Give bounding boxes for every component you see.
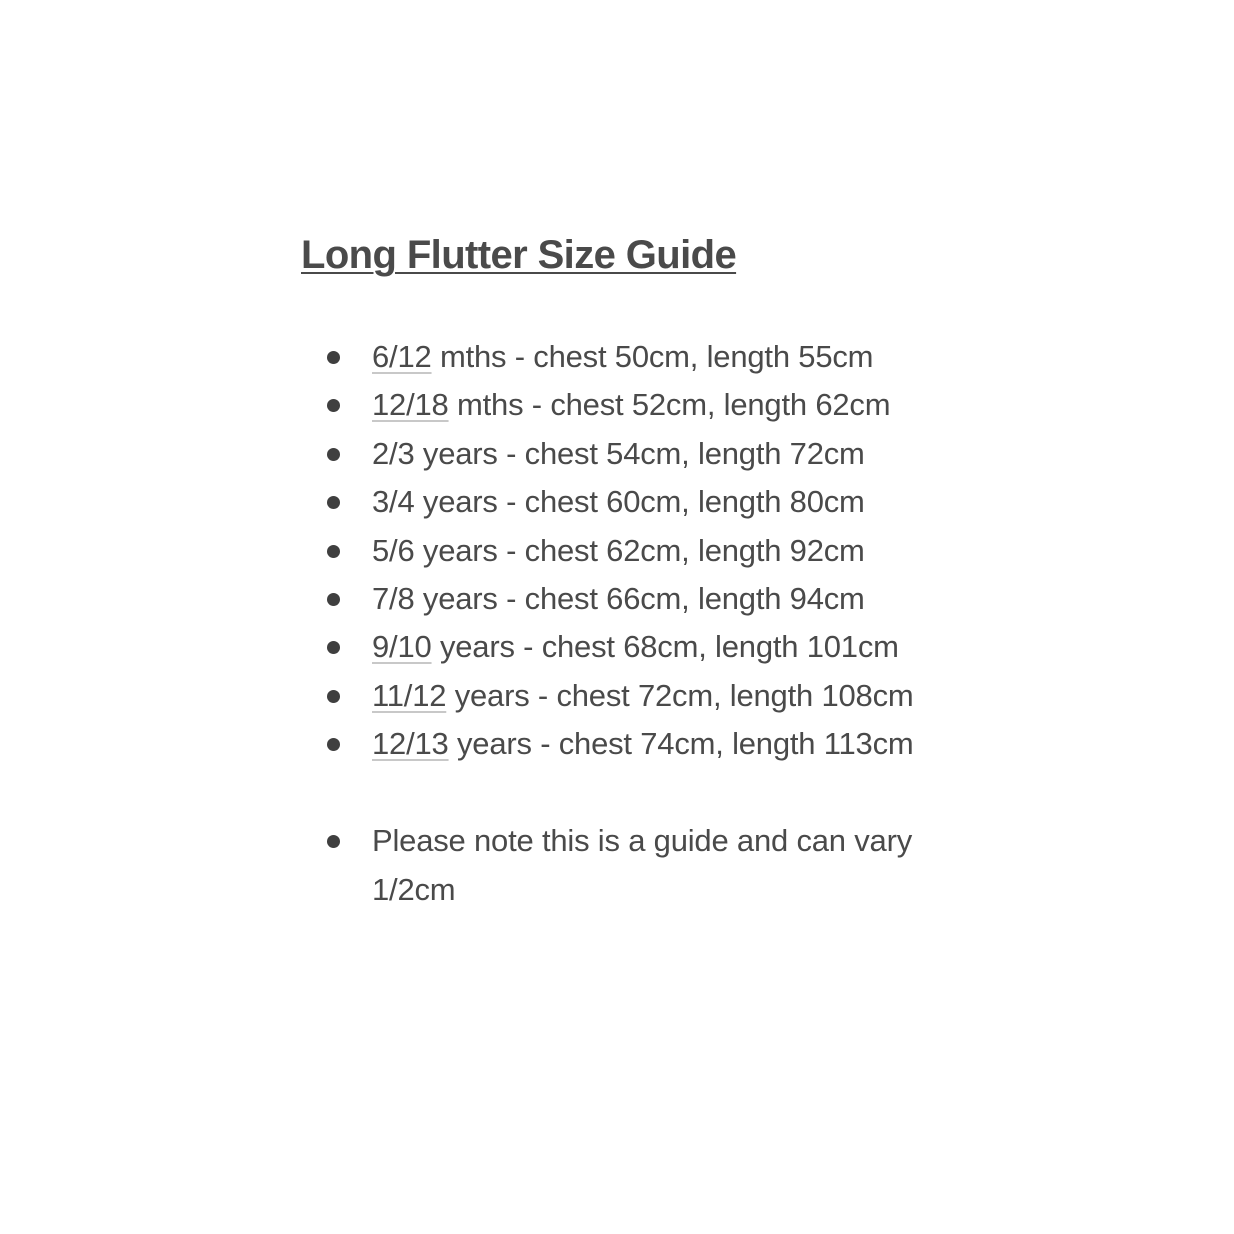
note-item xyxy=(301,817,992,914)
size-list xyxy=(301,333,914,769)
list-item xyxy=(301,720,914,768)
size-measurements: - chest 66cm, length 94cm xyxy=(497,581,865,617)
size-guide xyxy=(301,226,1021,907)
list-item xyxy=(301,672,914,720)
size-measurements: mths - chest 52cm, length 62cm xyxy=(448,387,891,423)
size-measurements: mths - chest 50cm, length 55cm xyxy=(431,339,874,374)
list-item xyxy=(301,333,914,381)
size-measurements: - chest 54cm, length 72cm xyxy=(497,435,865,471)
bullet-icon xyxy=(327,738,340,751)
bullet-icon xyxy=(327,496,340,509)
size-label: 11/12 xyxy=(372,677,447,713)
bullet-icon xyxy=(327,545,340,558)
note-list xyxy=(301,817,992,914)
list-item xyxy=(301,381,914,429)
bullet-icon xyxy=(327,448,340,461)
list-item xyxy=(301,430,914,478)
note-text: Please note this is a guide and can vary 1/2cm xyxy=(372,823,913,907)
bullet-icon xyxy=(327,835,340,848)
list-item xyxy=(301,527,914,575)
size-label: 12/13 xyxy=(372,726,449,762)
bullet-icon xyxy=(327,351,340,364)
size-measurements: - chest 62cm, length 92cm xyxy=(497,532,865,568)
page-title: Long Flutter Size Guide xyxy=(301,233,737,277)
list-item xyxy=(301,478,914,526)
list-item xyxy=(301,623,914,671)
size-label: 12/18 xyxy=(372,387,449,423)
size-measurements: years - chest 68cm, length 101cm xyxy=(431,629,899,665)
size-label: 3/4 years xyxy=(372,484,498,520)
size-label: 7/8 years xyxy=(372,581,498,617)
size-measurements: years - chest 74cm, length 113cm xyxy=(448,726,914,762)
list-item xyxy=(301,575,914,623)
bullet-icon xyxy=(327,690,340,703)
size-label: 2/3 years xyxy=(372,435,498,471)
size-measurements: - chest 60cm, length 80cm xyxy=(497,484,865,520)
size-measurements: years - chest 72cm, length 108cm xyxy=(446,677,914,713)
bullet-icon xyxy=(327,593,340,606)
size-label: 6/12 xyxy=(372,339,432,374)
size-label: 9/10 xyxy=(372,629,432,665)
size-label: 5/6 years xyxy=(372,532,498,568)
bullet-icon xyxy=(327,641,340,654)
bullet-icon xyxy=(327,399,340,412)
